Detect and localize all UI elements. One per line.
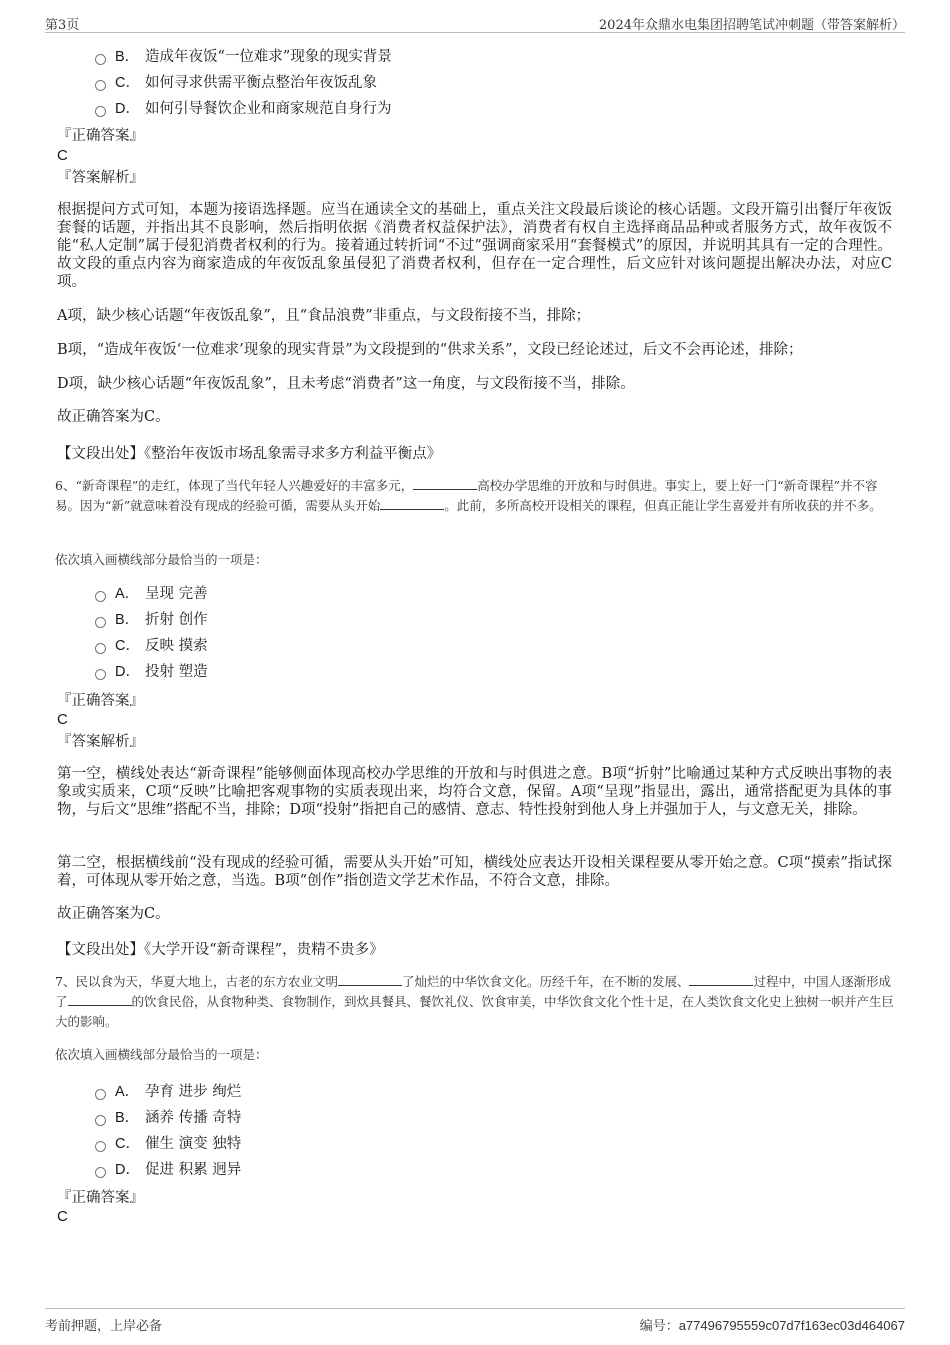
q6-source: 【文段出处】《大学开设“新奇课程”，贵精不贵多》 — [57, 942, 384, 958]
q6-analysis-paragraph: 第二空，根据横线前“没有现成的经验可循，需要从头开始”可知，横线处应表达开设相关课程要从零开始之意。C项“摸索”指试探着，可体现从零开始之意，当选。B项“创作”指创造文学艺术作品，不符合文意，排除。 — [57, 855, 892, 889]
q5-analysis-paragraph: A项，缺少核心话题“年夜饭乱象”，且“食品浪费”非重点，与文段衔接不当，排除； — [57, 308, 591, 324]
q5-analysis-paragraph: B项，“造成年夜饭‘一位难求’现象的现实背景”为文段提到的“供求关系”，文段已经论述过，后文不会再论述，排除； — [57, 342, 803, 358]
q6-prompt: 依次填入画横线部分最恰当的一项是： — [55, 552, 268, 567]
q7-option-a[interactable]: A． 孕育 进步 绚烂 — [95, 1079, 241, 1105]
q7-answer: C — [57, 1208, 68, 1225]
q7-options — [95, 1079, 241, 1183]
blank-line — [338, 973, 402, 986]
radio-icon[interactable] — [95, 54, 106, 65]
q5-option-c[interactable]: C． 如何寻求供需平衡点整治年夜饭乱象 — [95, 70, 392, 96]
q6-option-b[interactable]: B． 折射 创作 — [95, 607, 208, 633]
q5-answer: C — [57, 147, 68, 164]
q7-prompt: 依次填入画横线部分最恰当的一项是： — [55, 1047, 268, 1062]
page-footer — [45, 1308, 905, 1337]
q7-option-c[interactable]: C． 催生 演变 独特 — [95, 1131, 241, 1157]
q5-analysis-paragraph: 故正确答案为C。 — [57, 409, 170, 425]
q5-analysis-paragraph: D项，缺少核心话题“年夜饭乱象”，且未考虑“消费者”这一角度，与文段衔接不当，排除。 — [57, 376, 635, 392]
q7-answer-label: 『正确答案』 — [57, 1190, 144, 1206]
radio-icon[interactable] — [95, 1089, 106, 1100]
blank-line — [689, 973, 753, 986]
q6-answer-label: 『正确答案』 — [57, 693, 144, 709]
blank-line — [380, 497, 444, 510]
radio-icon[interactable] — [95, 1141, 106, 1152]
q6-analysis-paragraph: 故正确答案为C。 — [57, 906, 170, 922]
q6-answer: C — [57, 711, 68, 728]
q6-option-a[interactable]: A． 呈现 完善 — [95, 581, 208, 607]
q7-option-d[interactable]: D． 促进 积累 迥异 — [95, 1157, 241, 1183]
page-header — [45, 12, 905, 33]
footer-slogan: 考前押题，上岸必备 — [45, 1319, 163, 1334]
q5-answer-label: 『正确答案』 — [57, 128, 144, 144]
q6-options — [95, 581, 208, 685]
q5-source: 【文段出处】《整治年夜饭市场乱象需寻求多方利益平衡点》 — [57, 446, 442, 462]
radio-icon[interactable] — [95, 617, 106, 628]
q6-analysis-label: 『答案解析』 — [57, 734, 144, 750]
q6-stem: 6、“新奇课程”的走红，体现了当代年轻人兴趣爱好的丰富多元， 高校办学思维的开放和与时俱进。事实上，要上好一门“新奇课程”并不容易。因为“新”就意味着没有现成的经验可循，需要从头开始 。此前，多所高校开设相关的课程，但真正能让学生喜爱并有所收获的并不多。 — [55, 478, 882, 513]
q6-analysis-paragraph: 第一空，横线处表达“新奇课程”能够侧面体现高校办学思维的开放和与时俱进之意。B项“折射”比喻通过某种方式反映出事物的表象或实质来，C项“反映”比喻把客观事物的实质表现出来，均符合文意，保留。A项“呈现”指显出，露出，通常搭配更为具体的事物，与后文“思维”搭配不当，排除；D项“投射”指把自己的感情、意志、特性投射到他人身上并强加于人，与文意无关，排除。 — [57, 766, 892, 818]
blank-line — [413, 477, 477, 490]
radio-icon[interactable] — [95, 1167, 106, 1178]
q5-analysis-label: 『答案解析』 — [57, 170, 144, 186]
q7-option-b[interactable]: B． 涵养 传播 奇特 — [95, 1105, 241, 1131]
radio-icon[interactable] — [95, 80, 106, 91]
q5-option-d[interactable]: D． 如何引导餐饮企业和商家规范自身行为 — [95, 96, 392, 122]
radio-icon[interactable] — [95, 591, 106, 602]
document-title: 2024年众鼎水电集团招聘笔试冲刺题（带答案解析） — [598, 18, 905, 33]
page-number: 第3页 — [45, 18, 80, 33]
q7-stem: 7、民以食为天，华夏大地上，古老的东方农业文明 了灿烂的中华饮食文化。历经千年，在不断的发展、 过程中，中国人逐渐形成了 的饮食民俗，从食物种类、食物制作，到炊具餐具、餐饮礼仪、饮食审美，中华饮食文化个性十足，在人类饮食文化史上独树一帜并产生巨大的影响。 — [55, 974, 895, 1029]
radio-icon[interactable] — [95, 1115, 106, 1126]
blank-line — [68, 993, 132, 1006]
q5-options — [95, 44, 392, 122]
q6-option-d[interactable]: D． 投射 塑造 — [95, 659, 208, 685]
radio-icon[interactable] — [95, 106, 106, 117]
q5-option-b[interactable]: B． 造成年夜饭“一位难求”现象的现实背景 — [95, 44, 392, 70]
radio-icon[interactable] — [95, 643, 106, 654]
document-serial: 编号：a77496795559c07d7f163ec03d464067 — [639, 1318, 905, 1333]
q5-analysis-paragraph: 根据提问方式可知，本题为接语选择题。应当在通读全文的基础上，重点关注文段最后谈论的核心话题。文段开篇引出餐厅年夜饭套餐的话题，并指出其不良影响，然后指明依据《消费者权益保护法》，消费者有权自主选择商品品种或者服务方式，故年夜饭不能“私人定制”属于侵犯消费者权利的行为。接着通过转折词“不过”强调商家采用“套餐模式”的原因，并说明其具有一定的合理性。故文段的重点内容为商家造成的年夜饭乱象虽侵犯了消费者权利，但存在一定合理性，后文应针对该问题提出解决办法，对应C项。 — [57, 202, 892, 290]
radio-icon[interactable] — [95, 669, 106, 680]
q6-option-c[interactable]: C． 反映 摸索 — [95, 633, 208, 659]
